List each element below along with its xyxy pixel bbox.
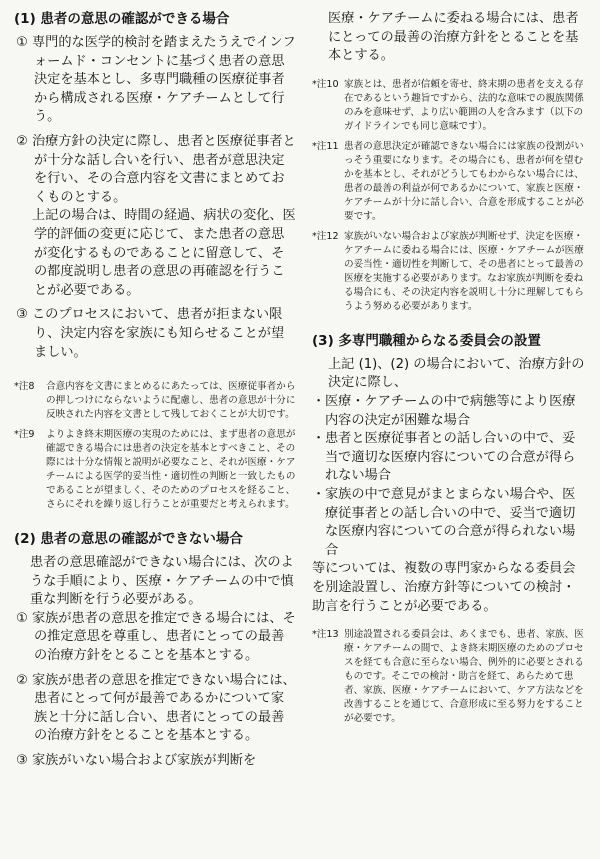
item-number: ③ xyxy=(16,307,28,323)
item-number: ② xyxy=(16,133,28,149)
note-10 xyxy=(312,78,588,134)
item-number: ② xyxy=(16,672,28,688)
note-text: 合意内容を文書にまとめるにあたっては、医療従事者からの押しつけにならないように配慮し、患者の意思が十分に反映された内容を文書として残しておくことが大切です。 xyxy=(46,381,296,421)
note-tag: *注8 xyxy=(14,381,35,393)
bullet-text: 医療・ケアチームの中で病態等により医療内容の決定が困難な場合 xyxy=(325,393,576,428)
item-text: 専門的な医学的検討を踏まえたうえでインフォームド・コンセントに基づく患者の意思決定を基本とし、多専門職種の医療従事者から構成される医療・ケアチームとして行う。 xyxy=(32,35,296,125)
section-3-outro: 等については、複数の専門家からなる委員会を別途設置し、治療方針等についての検討・助言を行うことが必要である。 xyxy=(312,561,576,614)
note-13 xyxy=(312,628,588,726)
note-tag: *注9 xyxy=(14,429,35,441)
section-1-item-1 xyxy=(14,34,296,127)
section-2-item-3-continued: 医療・ケアチームに委ねる場合には、患者にとっての最善の治療方針をとることを基本とする。 xyxy=(328,11,579,64)
bullet-mark: ・ xyxy=(312,486,326,502)
section-3-bullet-2 xyxy=(312,430,588,486)
item-text: 治療方針の決定に際し、患者と医療従事者とが十分な話し合いを行い、患者が意思決定を行い、その合意内容を文書にまとめておくものとする。 xyxy=(32,133,296,205)
section-3-intro: 上記 (1)、(2) の場合において、治療方針の決定に際し、 xyxy=(328,356,585,391)
note-text: 家族がいない場合および家族が判断せず、決定を医療・ケアチームに委ねる場合には、医療・ケアチームが医療の妥当性・適切性を判断して、その患者にとって最善の医療を実施する必要があります。なお家族が判断を委ねる場合にも、その決定内容を説明し十分に理解してもらうよう努める必要があります。 xyxy=(344,230,584,312)
section-1-heading: (1) 患者の意思の確認ができる場合 xyxy=(14,11,230,27)
note-text: 患者の意思決定が確認できない場合には家族の役割がいっそう重要になります。その場合にも、患者が何を望むかを基本とし、それがどうしてもわからない場合には、患者の最善の利益が何であるかについて、家族と医療・ケアチームが十分に話し合い、合意を形成することが必要です。 xyxy=(344,140,584,222)
section-2-item-3 xyxy=(14,752,296,771)
bullet-text: 家族の中で意見がまとまらない場合や、医療従事者との話し合いの中で、妥当で適切な医療内容についての合意が得られない場合 xyxy=(325,486,576,558)
note-tag: *注10 xyxy=(312,78,339,90)
item-text: 上記の場合は、時間の経過、病状の変化、医学的評価の変更に応じて、また患者の意思が変化するものであることに留意して、その都度説明し患者の意思の再確認を行うことが必要である。 xyxy=(32,208,296,298)
note-text: 別途設置される委員会は、あくまでも、患者、家族、医療・ケアチームの間で、よき終末期医療のためのプロセスを経ても合意に至らない場合、例外的に必要とされるものです。そこでの検討・助言を経て、あらためて患者、家族、医療・ケアチームにおいて、ケア方法などを改善することを通じて、合意形成に至る努力をすることが必要です。 xyxy=(344,629,584,725)
item-number: ① xyxy=(16,610,28,626)
note-text: よりよき終末期医療の実現のためには、まず患者の意思が確認できる場合には患者の決定を基本とすべきこと、その際には十分な情報と説明が必要なこと、それが医療・ケアチームによる医学的妥当性・適切性の判断と一致したものであることが望ましく、そのためのプロセスを経ること、さらにそれを繰り返し行うことが重要だと考えられます。 xyxy=(46,429,296,511)
section-3-bullet-3 xyxy=(312,486,588,560)
section-2-heading: (2) 患者の意思の確認ができない場合 xyxy=(14,531,243,548)
bullet-text: 患者と医療従事者との話し合いの中で、妥当で適切な医療内容についての合意が得られない場合 xyxy=(325,431,576,484)
section-2-item-1 xyxy=(14,610,296,666)
note-tag: *注11 xyxy=(312,140,339,152)
section-3-bullet-1 xyxy=(312,393,588,430)
item-text: 家族が患者の意思を推定できる場合には、その推定意思を尊重し、患者にとっての最善の治療方針をとることを基本とする。 xyxy=(32,610,296,664)
item-text: このプロセスにおいて、患者が拒まない限り、決定内容を家族にも知らせることが望ましい。 xyxy=(32,307,285,360)
section-1-item-3 xyxy=(14,306,296,362)
item-text: 家族がいない場合および家族が判断を xyxy=(32,753,257,769)
section-1-item-2 xyxy=(14,133,296,207)
note-8 xyxy=(14,380,296,422)
note-tag: *注13 xyxy=(312,629,339,641)
bullet-mark: ・ xyxy=(312,393,326,409)
item-number: ③ xyxy=(16,753,28,769)
section-2-intro: 患者の意思確認ができない場合には、次のような手順により、医療・ケアチームの中で慎重な判断を行う必要がある。 xyxy=(30,555,294,608)
item-number: ① xyxy=(16,35,28,50)
note-tag: *注12 xyxy=(312,230,339,242)
section-3-heading: (3) 多専門職種からなる委員会の設置 xyxy=(312,332,541,349)
note-9 xyxy=(14,428,296,512)
item-text: 家族が患者の意思を推定できない場合には、患者にとって何が最善であるかについて家族と十分に話し合い、患者にとっての最善の治療方針をとることを基本とする。 xyxy=(32,672,296,744)
bullet-mark: ・ xyxy=(312,431,326,447)
section-1-item-2-paragraph xyxy=(14,207,296,300)
right-column xyxy=(312,10,588,726)
note-text: 家族とは、患者が信頼を寄せ、終末期の患者を支える存在であるという趣旨ですから、法的な意味での親族関係のみを意味せず、より広い範囲の人を含みます（以下のガイドラインでも同じ意味です）。 xyxy=(344,78,584,132)
section-2-item-2 xyxy=(14,672,296,746)
note-11 xyxy=(312,140,588,224)
left-column xyxy=(14,10,296,771)
note-12 xyxy=(312,230,588,314)
